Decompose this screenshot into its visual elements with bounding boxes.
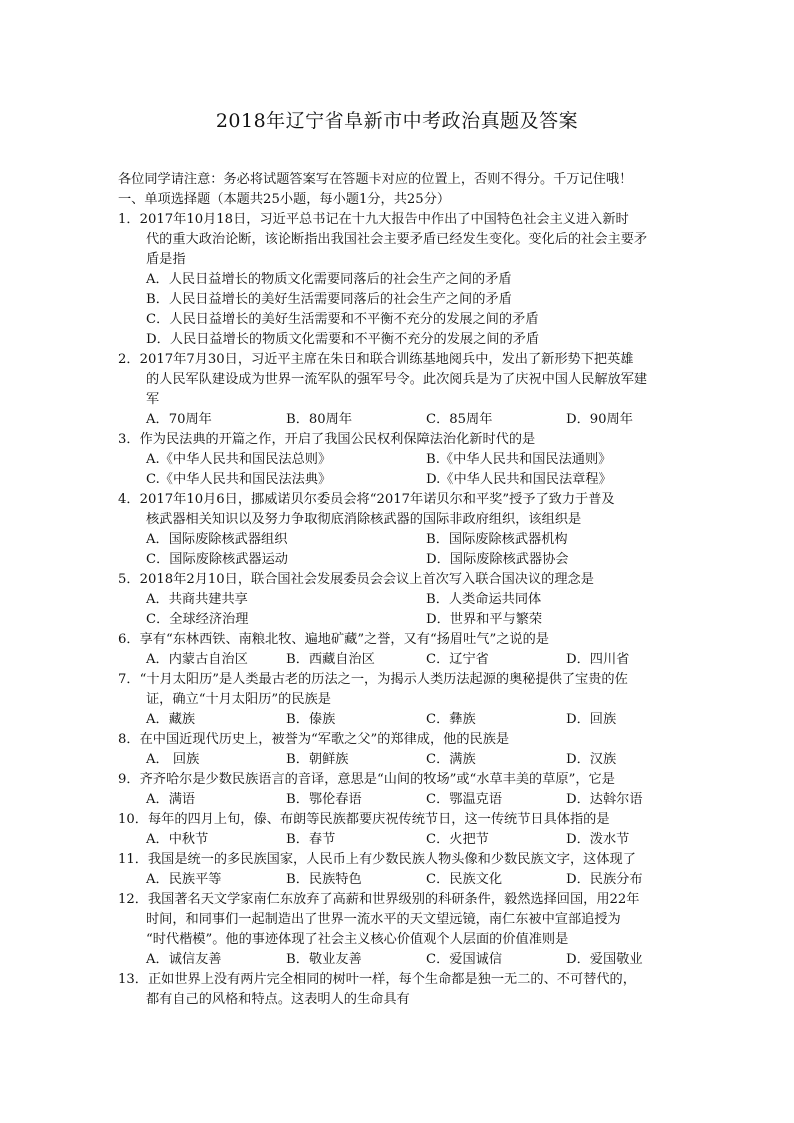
question-text-continued: 核武器相关知识以及努力争取彻底消除核武器的国际非政府组织，该组织是 [146,512,582,527]
option-b: B．人类命运共同体 [426,592,542,607]
option-d: D．90周年 [566,412,633,427]
option-a: A．70周年 [146,412,212,427]
options-row [118,790,688,810]
question-13 [118,970,688,990]
option-a: A．诚信友善 [146,952,222,967]
options-grid [118,450,688,490]
option-c: C．满族 [426,752,476,767]
option-c: C．全球经济治理 [146,612,249,627]
question-text: 在中国近现代历史上，被誉为“军歌之父”的郑律成，他的民族是 [139,732,510,747]
options-row [118,750,688,770]
option-a: A．民族平等 [146,872,222,887]
option-c: C．人民日益增长的美好生活需要和不平衡不充分的发展之间的矛盾 [146,312,539,327]
question-text: 2017年7月30日，习近平主席在朱日和联合训练基地阅兵中，发出了新形势下把英雄 [139,352,634,367]
question-number: 13． [118,972,148,987]
option-b: B．鄂伦春语 [286,792,362,807]
option-c: C．彝族 [426,712,476,727]
question-11 [118,850,688,870]
options-row [118,950,688,970]
section-heading: 一、单项选择题（本题共25小题，每小题1分，共25分） [118,192,451,207]
question-text: 我国是统一的多民族国家，人民币上有少数民族人物头像和少数民族文字，这体现了 [147,852,636,867]
question-text: 作为民法典的开篇之作，开启了我国公民权利保障法治化新时代的是 [139,432,536,447]
option-c: C．辽宁省 [426,652,489,667]
question-text: 正如世界上没有两片完全相同的树叶一样，每个生命都是独一无二的、不可替代的， [147,972,636,987]
option-b: B．民族特色 [286,872,362,887]
question-text-continued: 的人民军队建设成为世界一流军队的强军号令。此次阅兵是为了庆祝中国人民解放军建 [146,372,648,387]
question-9 [118,770,688,790]
option-a: A．人民日益增长的物质文化需要同落后的社会生产之间的矛盾 [146,272,512,287]
question-number: 7． [118,672,140,687]
option-d: D．回族 [566,712,617,727]
question-number: 12． [118,892,148,907]
question-text-continued: “时代楷模”。他的事迹体现了社会主义核心价值观个人层面的价值准则是 [146,932,569,947]
question-number: 4． [118,492,140,507]
option-d: D．爱国敬业 [566,952,643,967]
question-text-continued: 代的重大政治论断，该论断指出我国社会主要矛盾已经发生变化。变化后的社会主要矛 [146,232,648,247]
option-a: A.《中华人民共和国民法总则》 [146,452,332,467]
document-title: 2018年辽宁省阜新市中考政治真题及答案 [215,110,579,132]
option-a: A． 回族 [146,752,200,767]
option-c: C．火把节 [426,832,489,847]
question-number: 5． [118,572,140,587]
option-b: B．人民日益增长的美好生活需要同落后的社会生产之间的矛盾 [146,292,512,307]
question-text: 每年的四月上旬，傣、布朗等民族都要庆祝传统节日，这一传统节日具体指的是 [147,812,610,827]
option-b: B．朝鲜族 [286,752,349,767]
question-text-continued: 时间，和同事们一起制造出了世界一流水平的天文望远镜，南仁东被中宣部追授为 [146,912,621,927]
question-text-continued: 都有自己的风格和特点。这表明人的生命具有 [146,992,410,1007]
option-b: B．80周年 [286,412,353,427]
option-a: A．共商共建共享 [146,592,248,607]
option-d: D．国际废除核武器协会 [426,552,569,567]
question-number: 10． [118,812,148,827]
option-d: D．达斡尔语 [566,792,643,807]
option-a: A．内蒙古自治区 [146,652,248,667]
question-text: “十月太阳历”是人类最古老的历法之一，为揭示人类历法起源的奥秘提供了宝贵的佐 [139,672,628,687]
option-d: D．汉族 [566,752,617,767]
options-row [118,650,688,670]
option-a: A．藏族 [146,712,196,727]
option-c: C．国际废除核武器运动 [146,552,288,567]
question-number: 6． [118,632,140,647]
question-number: 1． [118,212,140,227]
question-text: 2017年10月6日，挪威诺贝尔委员会将“2017年诺贝尔和平奖”授予了致力于普及 [139,492,615,507]
question-4 [118,490,688,510]
option-d: D．世界和平与繁荣 [426,612,543,627]
option-d: D.《中华人民共和国民法章程》 [426,472,612,487]
question-12 [118,890,688,910]
question-text: 齐齐哈尔是少数民族语言的音译，意思是“山间的牧场”或“水草丰美的草原”，它是 [139,772,615,787]
option-c: C.《中华人民共和国民法法典》 [146,472,332,487]
question-text-continued: 盾是指 [146,252,186,267]
question-text-continued: 证，确立“十月太阳历”的民族是 [146,692,331,707]
option-a: A．满语 [146,792,196,807]
option-b: B．敬业友善 [286,952,362,967]
option-a: A．中秋节 [146,832,209,847]
question-1 [118,210,688,230]
notice-text: 各位同学请注意：务必将试题答案写在答题卡对应的位置上，否则不得分。千万记住哦！ [118,172,633,187]
option-b: B．西藏自治区 [286,652,375,667]
question-number: 8． [118,732,140,747]
option-b: B．国际废除核武器机构 [426,532,568,547]
question-number: 2． [118,352,140,367]
question-number: 11． [118,852,148,867]
option-c: C．爱国诚信 [426,952,503,967]
option-d: D．泼水节 [566,832,630,847]
option-c: C．民族文化 [426,872,503,887]
question-text: 2018年2月10日，联合国社会发展委员会会议上首次写入联合国决议的理念是 [139,572,594,587]
question-2 [118,350,688,370]
option-a: A．国际废除核武器组织 [146,532,288,547]
question-7 [118,670,688,690]
question-8 [118,730,688,750]
option-c: C．鄂温克语 [426,792,503,807]
options-row [118,870,688,890]
options-grid [118,590,688,630]
option-b: B．傣族 [286,712,336,727]
option-b: B．春节 [286,832,336,847]
option-d: D．人民日益增长的物质文化需要和不平衡不充分的发展之间的矛盾 [146,332,540,347]
question-10 [118,810,688,830]
options-row [118,410,688,430]
options-row [118,830,688,850]
option-d: D．民族分布 [566,872,643,887]
option-d: D．四川省 [566,652,630,667]
question-text: 2017年10月18日，习近平总书记在十九大报告中作出了中国特色社会主义进入新时 [139,212,629,227]
question-text: 我国著名天文学家南仁东放弃了高薪和世界级别的科研条件，毅然选择回国，用22年 [147,892,640,907]
option-c: C．85周年 [426,412,493,427]
document-body [118,170,688,1010]
options-grid [118,530,688,570]
question-number: 9． [118,772,140,787]
question-3 [118,430,688,450]
options-row [118,710,688,730]
question-number: 3． [118,432,140,447]
option-b: B.《中华人民共和国民法通则》 [426,452,612,467]
question-5 [118,570,688,590]
question-6 [118,630,688,650]
question-text: 享有“东林西铁、南粮北牧、遍地矿藏”之誉，又有“扬眉吐气”之说的是 [139,632,549,647]
question-text-continued: 军 [146,392,160,407]
